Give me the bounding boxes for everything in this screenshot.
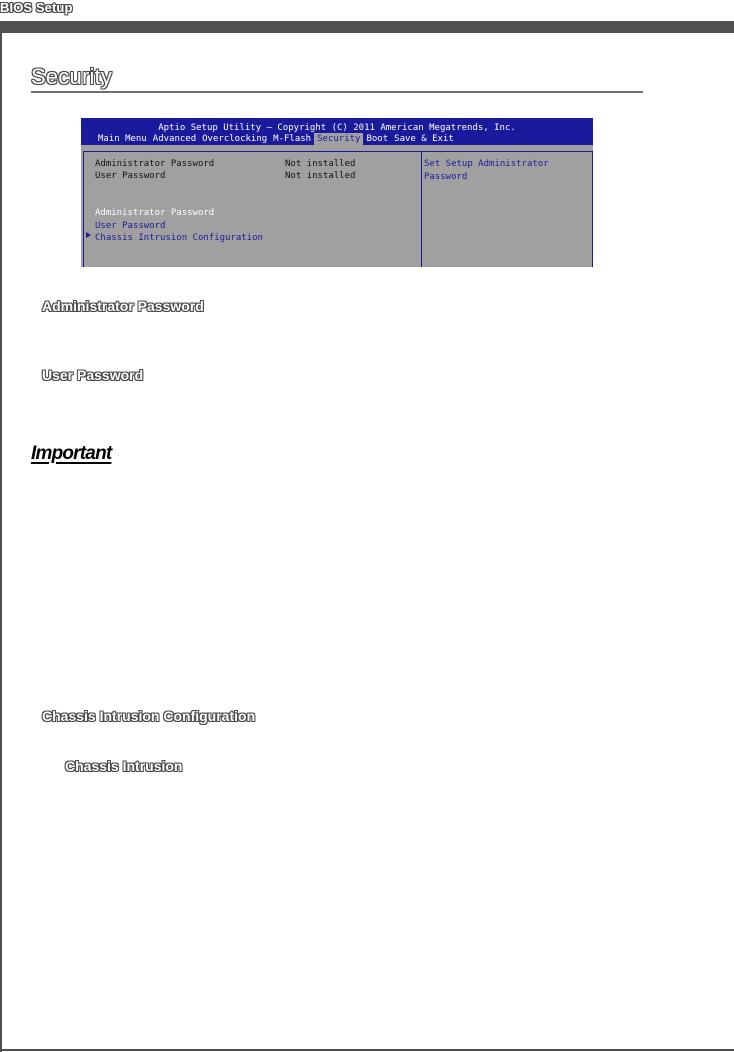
section-underline bbox=[31, 91, 643, 93]
bios-tab-main-menu[interactable]: Main Menu bbox=[98, 134, 147, 144]
bottom-rule bbox=[0, 1049, 734, 1051]
bios-help-line-2: Password bbox=[424, 172, 468, 182]
heading-chassis-intrusion-configuration: Chassis Intrusion Configuration bbox=[42, 708, 256, 724]
bios-help-line-1: Set Setup Administrator bbox=[424, 159, 549, 169]
bios-tab-boot[interactable]: Boot bbox=[366, 134, 389, 144]
running-header: BIOS Setup bbox=[0, 0, 73, 15]
bios-help-divider bbox=[421, 151, 422, 267]
heading-user-password: User Password bbox=[42, 367, 144, 383]
heading-administrator-password: Administrator Password bbox=[42, 298, 204, 314]
bios-menu-chassis-intrusion[interactable]: Chassis Intrusion Configuration bbox=[95, 233, 263, 243]
bios-menu-user-password[interactable]: User Password bbox=[95, 221, 166, 231]
heading-chassis-intrusion: Chassis Intrusion bbox=[65, 758, 183, 774]
bios-tab-overclocking[interactable]: Overclocking bbox=[202, 134, 268, 144]
bios-header bbox=[81, 118, 593, 145]
bios-status-value-admin: Not installed bbox=[285, 159, 356, 169]
bios-screenshot bbox=[81, 118, 593, 267]
left-rule bbox=[0, 21, 2, 1052]
bios-tab-advanced[interactable]: Advanced bbox=[152, 134, 197, 144]
header-bar bbox=[0, 21, 734, 33]
bios-tab-m-flash[interactable]: M-Flash bbox=[273, 134, 312, 144]
submenu-arrow-icon bbox=[86, 232, 91, 238]
section-title: Security bbox=[31, 64, 113, 89]
bios-title: Aptio Setup Utility – Copyright (C) 2011 American Megatrends, Inc. bbox=[158, 123, 516, 133]
bios-menu-admin-password[interactable]: Administrator Password bbox=[95, 208, 215, 218]
bios-status-label-admin: Administrator Password bbox=[95, 159, 215, 169]
bios-status-value-user: Not installed bbox=[285, 171, 356, 181]
bios-tab-security[interactable]: Security bbox=[314, 133, 363, 145]
bios-status-label-user: User Password bbox=[95, 171, 166, 181]
bios-tab-bar bbox=[95, 133, 457, 145]
important-label: Important bbox=[31, 443, 112, 464]
bios-tab-save-exit[interactable]: Save & Exit bbox=[394, 134, 454, 144]
